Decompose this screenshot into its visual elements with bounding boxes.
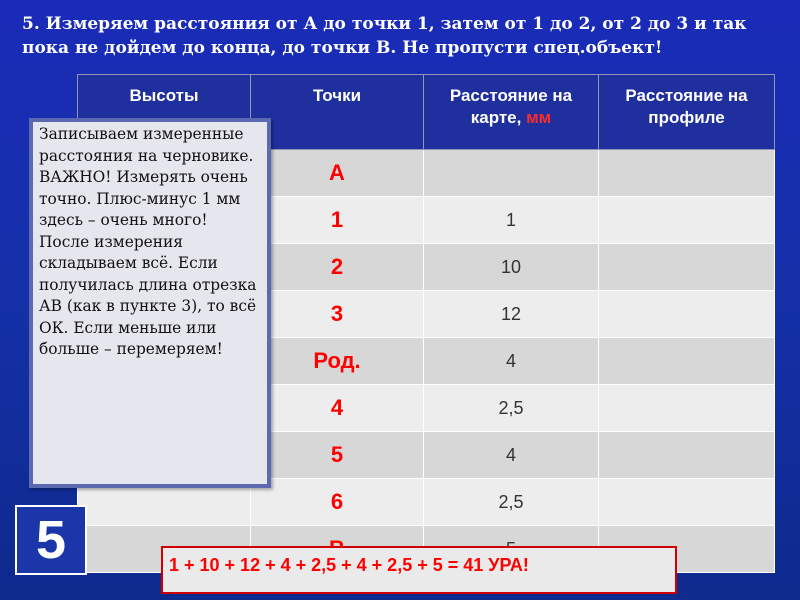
profile-distance-cell: [599, 479, 775, 526]
point-cell: 6: [251, 479, 424, 526]
profile-distance-cell: [599, 197, 775, 244]
header-map-distance: [424, 75, 599, 150]
header-profile-distance: Расстояние на профиле: [599, 75, 775, 150]
sum-result-box: 1 + 10 + 12 + 4 + 2,5 + 4 + 2,5 + 5 = 41 УРА!: [161, 546, 677, 594]
point-cell: 1: [251, 197, 424, 244]
map-distance-cell: 2,5: [424, 385, 599, 432]
map-distance-cell: 2,5: [424, 479, 599, 526]
header-points: Точки: [251, 75, 424, 150]
task-title: 5. Измеряем расстояния от А до точки 1, затем от 1 до 2, от 2 до 3 и так пока не дойдем до конца, до точки В. Не пропусти спец.объект!: [22, 14, 747, 58]
map-distance-cell: 4: [424, 432, 599, 479]
point-cell: 4: [251, 385, 424, 432]
point-cell: 3: [251, 291, 424, 338]
map-distance-cell: [424, 150, 599, 197]
profile-distance-cell: [599, 291, 775, 338]
profile-distance-cell: [599, 385, 775, 432]
step-number-badge: 5: [15, 505, 87, 575]
map-distance-cell: 10: [424, 244, 599, 291]
profile-distance-cell: [599, 338, 775, 385]
instruction-note: Записываем измеренные расстояния на черновике. ВАЖНО! Измерять очень точно. Плюс-минус 1 мм здесь – очень много! После измерения складываем всё. Если получилась длина отрезка АВ (как в пункте 3), то всё ОК. Если меньше или больше – перемеряем!: [29, 118, 271, 488]
point-cell: 2: [251, 244, 424, 291]
point-cell: А: [251, 150, 424, 197]
map-distance-cell: 4: [424, 338, 599, 385]
profile-distance-cell: [599, 432, 775, 479]
header-map-distance-label: Расстояние на карте,: [449, 86, 573, 127]
map-distance-cell: 1: [424, 197, 599, 244]
point-cell: Род.: [251, 338, 424, 385]
map-distance-cell: 12: [424, 291, 599, 338]
header-map-distance-unit: мм: [526, 108, 552, 127]
profile-distance-cell: [599, 150, 775, 197]
point-cell: 5: [251, 432, 424, 479]
header-heights: Высоты: [78, 75, 251, 150]
profile-distance-cell: [599, 244, 775, 291]
